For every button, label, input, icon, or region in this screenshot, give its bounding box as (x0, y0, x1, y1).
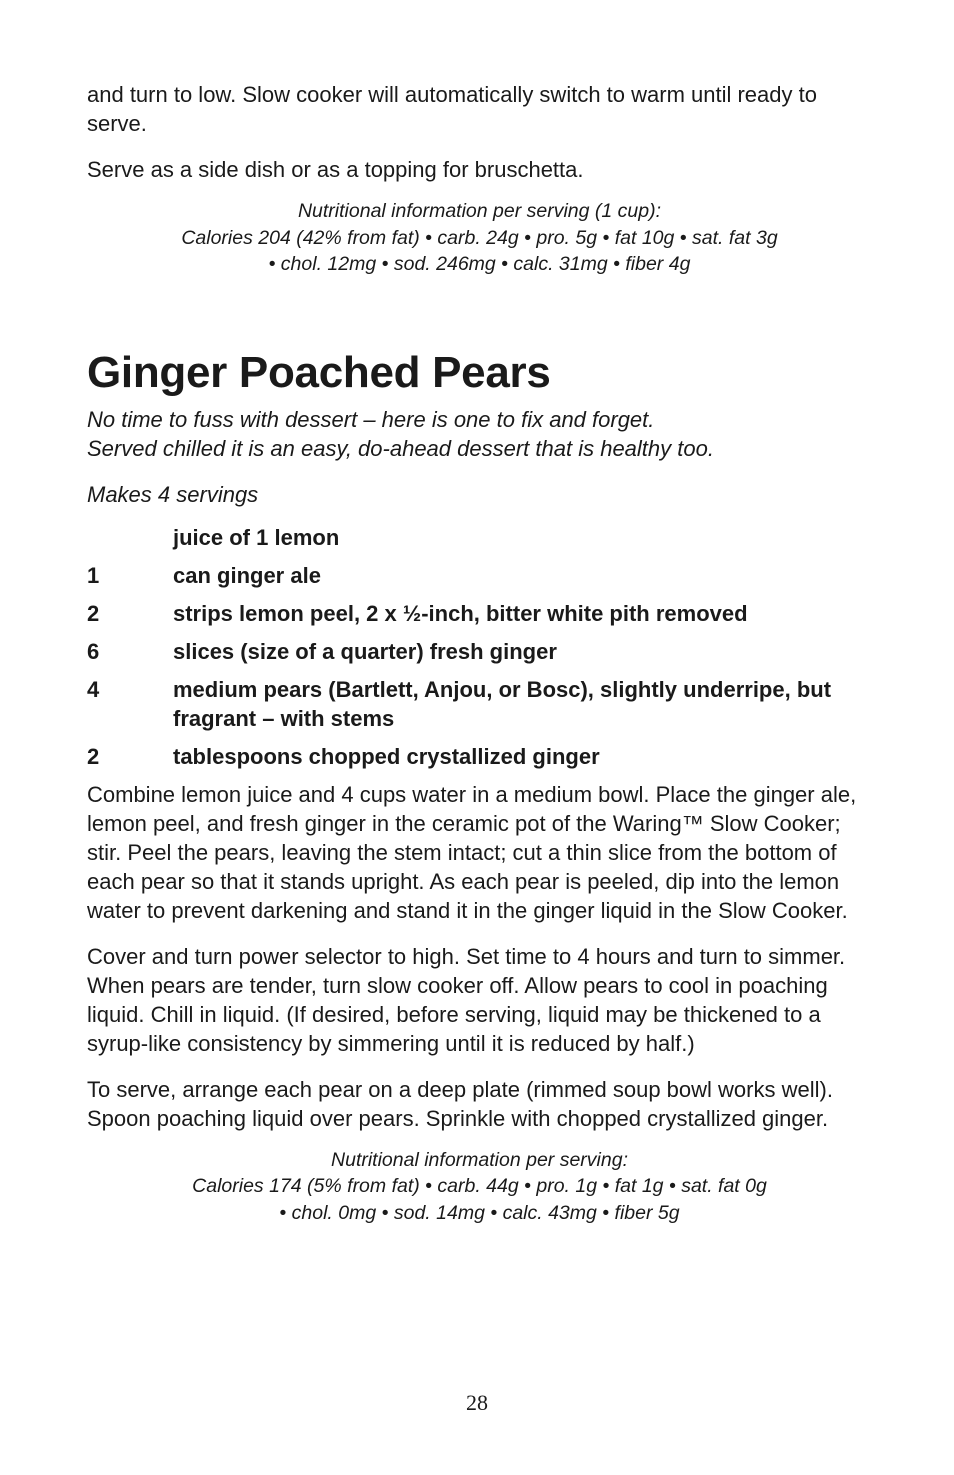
nutrition-line: • chol. 0mg • sod. 14mg • calc. 43mg • fiber 5g (279, 1201, 680, 1224)
intro-line: No time to fuss with dessert – here is one to fix and forget. (87, 406, 655, 432)
ingredient-quantity: 1 (87, 562, 100, 588)
ingredient-row (87, 675, 872, 733)
nutrition-line: Calories 174 (5% from fat) • carb. 44g • pro. 1g • fat 1g • sat. fat 0g (192, 1175, 767, 1197)
ingredient-name: juice of 1 lemon (173, 524, 340, 550)
ingredient-quantity: 2 (87, 743, 100, 769)
nutrition-line: Calories 204 (42% from fat) • carb. 24g • pro. 5g • fat 10g • sat. fat 3g (181, 226, 778, 249)
nutrition-heading: Nutritional information per serving (1 cup): (297, 200, 662, 222)
recipe-intro (87, 405, 872, 463)
ingredient-quantity (87, 523, 173, 552)
page-number: 28 (466, 1390, 488, 1415)
ingredient-row (87, 523, 872, 552)
ingredient-quantity: 2 (87, 600, 100, 626)
servings: Makes 4 servings (87, 481, 259, 507)
prev-nutrition-info (87, 198, 872, 278)
ingredient-name: can ginger ale (173, 562, 321, 588)
instruction-paragraph: Combine lemon juice and 4 cups water in a medium bowl. Place the ginger ale, lemon peel, and fresh ginger in the ceramic pot of the Waring™ Slow Cooker; stir. Peel the pears, leaving the stem intact; cut a thin slice from the bottom of each pear so that it stands upright. As each pear is peeled, dip into the lemon water to prevent darkening and stand it in the ginger liquid in the Slow Cooker. (87, 781, 857, 923)
ingredient-name: slices (size of a quarter) fresh ginger (173, 638, 557, 664)
continued-instructions: and turn to low. Slow cooker will automatically switch to warm until ready to serve. (87, 82, 817, 136)
instruction-paragraph: To serve, arrange each pear on a deep plate (rimmed soup bowl works well). Spoon poaching liquid over pears. Sprinkle with chopped crystallized ginger. (87, 1076, 833, 1131)
ingredient-list (87, 523, 872, 771)
ingredient-quantity: 6 (87, 638, 100, 664)
document-page (87, 80, 872, 1226)
ingredient-quantity: 4 (87, 676, 100, 702)
instruction-paragraph: Cover and turn power selector to high. Set time to 4 hours and turn to simmer. When pears are tender, turn slow cooker off. Allow pears to cool in poaching liquid. Chill in liquid. (If desired, before serving, liquid may be thickened to a syrup-like consistency by simmering until it is reduced by half.) (87, 943, 846, 1056)
recipe-title: Ginger Poached Pears (87, 347, 551, 397)
ingredient-name: strips lemon peel, 2 x ½-inch, bitter white pith removed (173, 600, 748, 626)
nutrition-heading: Nutritional information per serving: (331, 1148, 628, 1171)
intro-line: Served chilled it is an easy, do-ahead dessert that is healthy too. (87, 435, 714, 461)
ingredient-row (87, 599, 872, 628)
ingredient-row (87, 742, 872, 771)
nutrition-info (87, 1147, 872, 1227)
ingredient-row (87, 561, 872, 590)
ingredient-name: tablespoons chopped crystallized ginger (173, 743, 600, 769)
nutrition-line: • chol. 12mg • sod. 246mg • calc. 31mg • fiber 4g (268, 253, 691, 275)
ingredient-name: medium pears (Bartlett, Anjou, or Bosc), slightly underripe, but fragrant – with stems (173, 676, 832, 731)
serving-suggestion: Serve as a side dish or as a topping for bruschetta. (87, 157, 584, 182)
ingredient-row (87, 637, 872, 666)
